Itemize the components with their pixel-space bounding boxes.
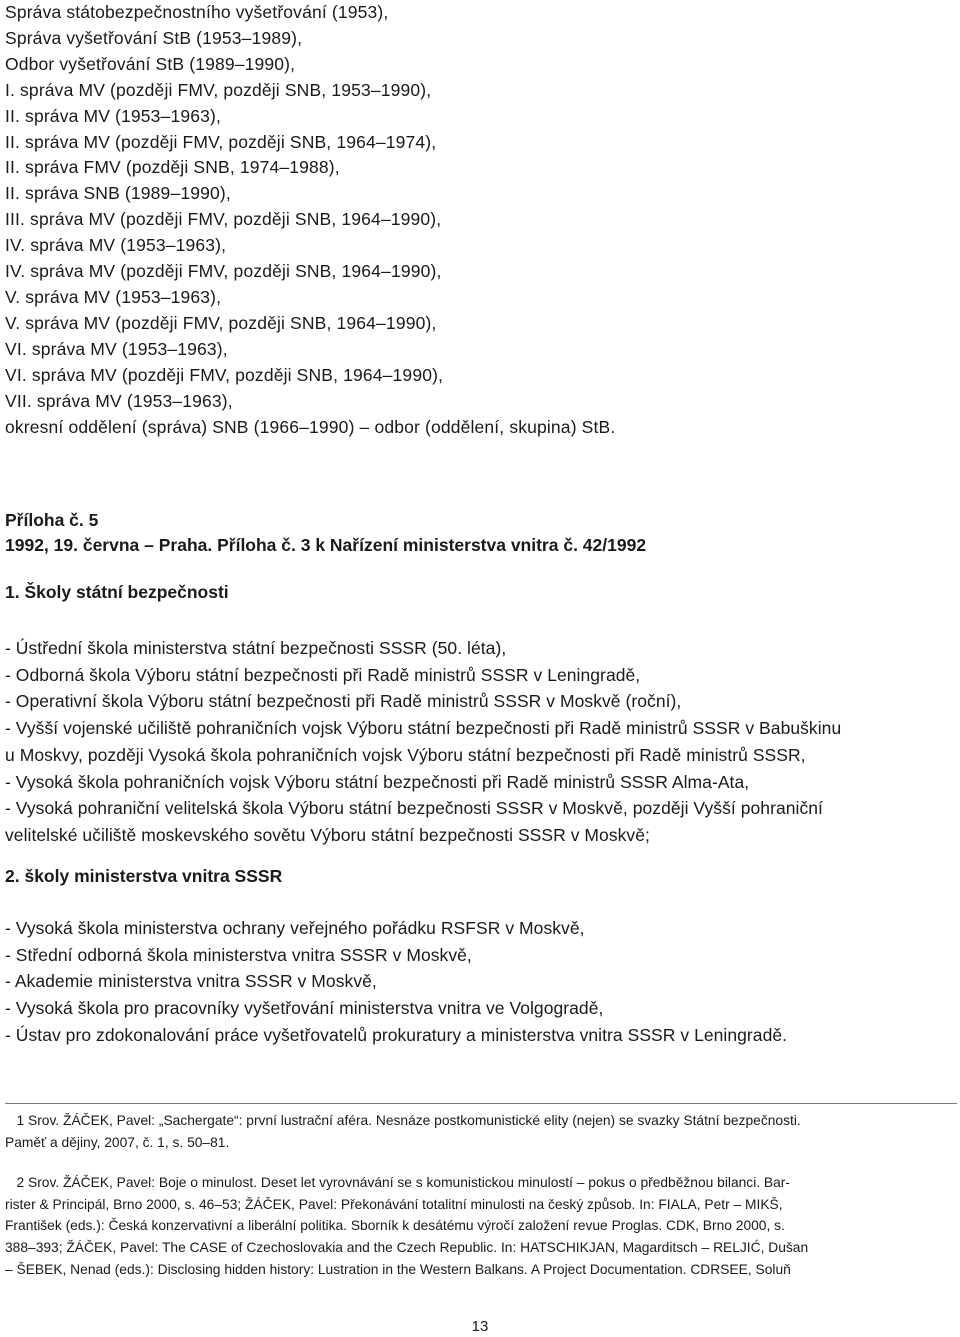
list-item: - Vyšší vojenské učiliště pohraničních vojsk Výboru státní bezpečnosti při Radě ministrů SSSR v Babuškinu bbox=[5, 718, 842, 739]
footnote-line: František (eds.): Česká konzervativní a liberální politika. Sborník k desátému výročí založení revue Proglas. CDK, Brno 2000, s. bbox=[5, 1218, 785, 1234]
page-number: 13 bbox=[471, 1318, 489, 1335]
list-item: II. správa SNB (1989–1990), bbox=[5, 183, 231, 204]
list-item: velitelské učiliště moskevského sovětu Výboru státní bezpečnosti SSSR v Moskvě; bbox=[5, 824, 650, 845]
footnote-2 bbox=[5, 1172, 957, 1281]
section1-list bbox=[5, 635, 950, 849]
list-item: Správa vyšetřování StB (1953–1989), bbox=[5, 27, 303, 48]
list-item: - Ústav pro zdokonalování práce vyšetřovatelů prokuratury a ministerstva vnitra SSSR v Leningradě. bbox=[5, 1024, 788, 1045]
list-item: III. správa MV (později FMV, později SNB, 1964–1990), bbox=[5, 209, 442, 230]
list-item: I. správa MV (později FMV, později SNB, 1953–1990), bbox=[5, 79, 432, 100]
list-item: - Operativní škola Výboru státní bezpečnosti při Radě ministrů SSSR v Moskvě (roční), bbox=[5, 691, 682, 712]
annex-subtitle: 1992, 19. června – Praha. Příloha č. 3 k Nařízení ministerstva vnitra č. 42/1992 bbox=[5, 535, 647, 555]
list-item: VI. správa MV (později FMV, později SNB, 1964–1990), bbox=[5, 364, 444, 385]
list-item: - Střední odborná škola ministerstva vnitra SSSR v Moskvě, bbox=[5, 944, 472, 965]
list-item: IV. správa MV (později FMV, později SNB, 1964–1990), bbox=[5, 261, 442, 282]
list-item: II. správa MV (později FMV, později SNB, 1964–1974), bbox=[5, 131, 437, 152]
footnote-line: – ŠEBEK, Nenad (eds.): Disclosing hidden history: Lustration in the Western Balkans. A Project Documentation. CDRSEE, Soluň bbox=[5, 1261, 791, 1277]
footnote-line: 2 Srov. ŽÁČEK, Pavel: Boje o minulost. Deset let vyrovnávání se s komunistickou minulostí – pokus o předběžnou bilanci. Bar- bbox=[5, 1175, 791, 1190]
structure-list bbox=[5, 0, 945, 440]
list-item: V. správa MV (1953–1963), bbox=[5, 286, 222, 307]
list-item: II. správa MV (1953–1963), bbox=[5, 105, 221, 126]
list-item: - Ústřední škola ministerstva státní bezpečnosti SSSR (50. léta), bbox=[5, 638, 507, 658]
footnote-line: 388–393; ŽÁČEK, Pavel: The CASE of Czechoslovakia and the Czech Republic. In: HATSCHIKJAN, Magarditsch – RELJIĆ, Dušan bbox=[5, 1240, 809, 1256]
list-item: - Akademie ministerstva vnitra SSSR v Moskvě, bbox=[5, 971, 377, 992]
annex-title: Příloha č. 5 bbox=[5, 510, 99, 530]
list-item: VI. správa MV (1953–1963), bbox=[5, 338, 228, 359]
list-item: V. správa MV (později FMV, později SNB, 1964–1990), bbox=[5, 312, 437, 333]
annex-header bbox=[5, 508, 950, 605]
list-item: Správa státobezpečnostního vyšetřování (1953), bbox=[5, 2, 389, 22]
list-item: - Vysoká škola pohraničních vojsk Výboru státní bezpečnosti při Radě ministrů SSSR Alma-Ata, bbox=[5, 771, 750, 792]
list-item: VII. správa MV (1953–1963), bbox=[5, 390, 233, 411]
list-item: okresní oddělení (správa) SNB (1966–1990) – odbor (oddělení, skupina) StB. bbox=[5, 416, 616, 437]
list-item: u Moskvy, později Vysoká škola pohraničních vojsk Výboru státní bezpečnosti při Radě ministrů SSSR, bbox=[5, 744, 806, 765]
list-item: - Vysoká pohraniční velitelská škola Výboru státní bezpečnosti SSSR v Moskvě, později Vyšší pohraniční bbox=[5, 798, 823, 819]
list-item: - Vysoká škola pro pracovníky vyšetřování ministerstva vnitra ve Volgogradě, bbox=[5, 998, 604, 1019]
section2-list bbox=[5, 915, 950, 1049]
section1-heading: 1. Školy státní bezpečnosti bbox=[5, 582, 229, 602]
section2-heading: 2. školy ministerstva vnitra SSSR bbox=[5, 866, 283, 886]
footnote-divider bbox=[5, 1103, 957, 1104]
footnote-line: 1 Srov. ŽÁČEK, Pavel: „Sachergate“: první lustrační aféra. Nesnáze postkomunistické elity (nejen) se svazky Státní bezpečnosti. bbox=[5, 1113, 801, 1128]
footnote-line: rister & Principál, Brno 2000, s. 46–53; ŽÁČEK, Pavel: Překonávání totalitní minulosti na český způsob. In: FIALA, Petr – MIKŠ, bbox=[5, 1196, 783, 1212]
list-item: II. správa FMV (později SNB, 1974–1988), bbox=[5, 157, 340, 178]
footnote-1 bbox=[5, 1110, 957, 1153]
footnote-line: Paměť a dějiny, 2007, č. 1, s. 50–81. bbox=[5, 1134, 230, 1150]
list-item: - Vysoká škola ministerstva ochrany veřejného pořádku RSFSR v Moskvě, bbox=[5, 918, 585, 938]
list-item: Odbor vyšetřování StB (1989–1990), bbox=[5, 53, 296, 74]
list-item: IV. správa MV (1953–1963), bbox=[5, 235, 227, 256]
list-item: - Odborná škola Výboru státní bezpečnosti při Radě ministrů SSSR v Leningradě, bbox=[5, 664, 641, 685]
